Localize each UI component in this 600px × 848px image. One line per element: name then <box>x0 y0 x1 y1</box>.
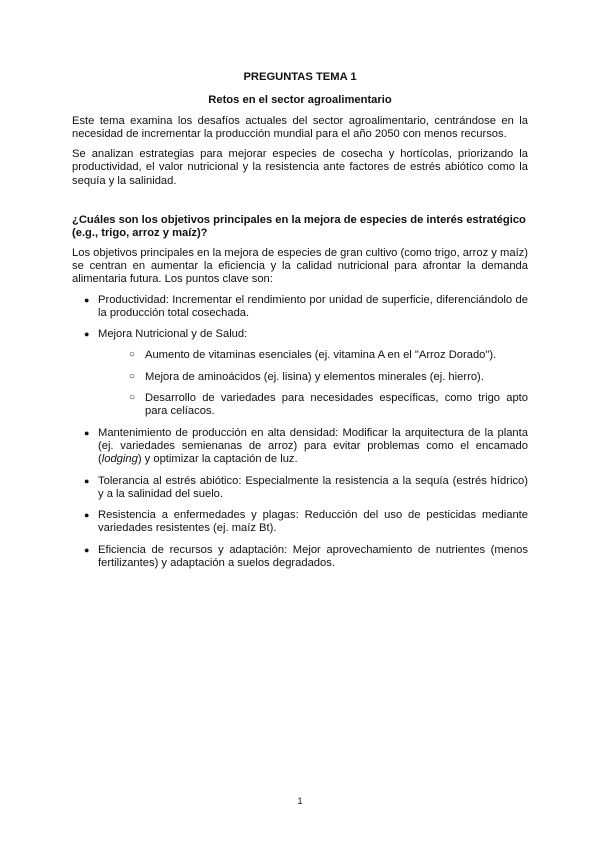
list-item-text: Mejora Nutricional y de Salud: <box>98 328 248 341</box>
document-subtitle: Retos en el sector agroalimentario <box>208 94 392 107</box>
bullet-icon: ● <box>84 475 90 486</box>
sublist-item-text: Desarrollo de variedades para necesidades específicas, como trigo apto para celíacos. <box>145 392 528 418</box>
document-title: PREGUNTAS TEMA 1 <box>243 71 357 83</box>
sublist-item-text: Aumento de vitaminas esenciales (ej. vitamina A en el "Arroz Dorado"). <box>145 349 497 362</box>
bullet-icon: ● <box>84 294 90 305</box>
list-item-text: Productividad: Incrementar el rendimiento por unidad de superficie, diferenciándolo de la producción total cosechada. <box>98 293 528 319</box>
answer-intro: Los objetivos principales en la mejora de especies de gran cultivo (como trigo, arroz y maíz) se centran en aumentar la eficiencia y la calidad nutricional para afrontar la demanda alimentaria futura. Los puntos clave son: <box>72 246 528 286</box>
list-item-text-end: ) y optimizar la captación de luz. <box>137 453 298 466</box>
list-item-text: Resistencia a enfermedades y plagas: Reducción del uso de pesticidas mediante variedades resistentes (ej. maíz Bt). <box>98 509 528 535</box>
list-item-text: Eficiencia de recursos y adaptación: Mejor aprovechamiento de nutrientes (menos fertilizantes) y adaptación a suelos degradados. <box>98 543 528 570</box>
list-item <box>72 328 528 418</box>
question-heading: ¿Cuáles son los objetivos principales en la mejora de especies de interés estratégico (e.g., trigo, arroz y maíz)? <box>72 214 526 240</box>
sublist-item-text: Mejora de aminoácidos (ej. lisina) y elementos minerales (ej. hierro). <box>145 370 484 383</box>
list-item <box>72 294 528 321</box>
sublist-item <box>98 349 528 362</box>
sublist-item <box>98 392 528 419</box>
nutrition-sublist <box>98 349 528 418</box>
intro-paragraph-2: Se analizan estrategias para mejorar especies de cosecha y hortícolas, priorizando la productividad, el valor nutricional y la resistencia ante factores de estrés abiótico como la sequía y la salinidad. <box>72 148 528 187</box>
list-item-text: Tolerancia al estrés abiótico: Especialmente la resistencia a la sequía (estrés hídrico) y a la salinidad del suelo. <box>98 474 528 500</box>
bullet-icon: ● <box>84 329 90 340</box>
sublist-item <box>98 371 528 384</box>
list-item-italic-term: lodging <box>101 453 138 466</box>
list-item <box>72 427 528 467</box>
hollow-bullet-icon: ○ <box>129 349 136 361</box>
hollow-bullet-icon: ○ <box>129 370 136 382</box>
page-content <box>72 71 528 578</box>
list-item-text-start: Mantenimiento de producción en alta densidad: Modificar la arquitectura de la planta (ej. variedades semienanas de arroz) para evitar problemas como el encamado ( <box>98 426 528 466</box>
hollow-bullet-icon: ○ <box>129 392 136 404</box>
bullet-icon: ● <box>84 427 90 438</box>
objectives-list <box>72 294 528 571</box>
list-item <box>72 509 528 536</box>
list-item <box>72 475 528 502</box>
page-number: 1 <box>297 796 303 806</box>
intro-paragraph-1: Este tema examina los desafíos actuales del sector agroalimentario, centrándose en la necesidad de incrementar la producción mundial para el año 2050 con menos recursos. <box>72 114 528 140</box>
bullet-icon: ● <box>84 544 90 555</box>
bullet-icon: ● <box>84 510 90 521</box>
list-item <box>72 544 528 571</box>
